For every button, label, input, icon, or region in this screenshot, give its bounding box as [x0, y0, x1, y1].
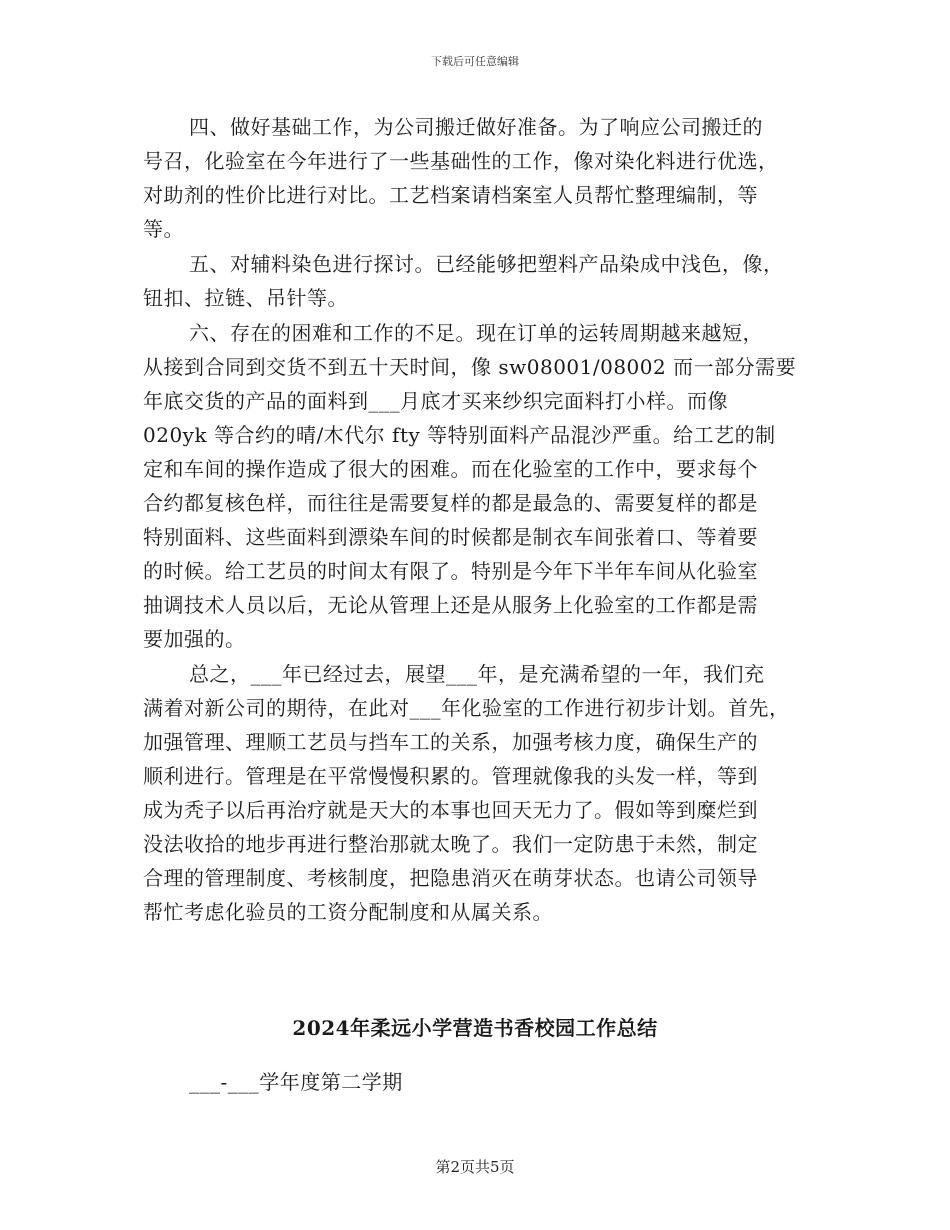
section-title: 2024年柔远小学营造书香校园工作总结 [292, 1016, 658, 1040]
text-line: 五、对辅料染色进行探讨。已经能够把塑料产品染成中浅色，像， [189, 252, 784, 276]
text-line: 定和车间的操作造成了很大的困难。而在化验室的工作中，要求每个 [143, 457, 758, 481]
text-line: 020yk 等合约的晴/木代尔 fty 等特别面料产品混沙严重。给工艺的制 [143, 423, 776, 447]
text-line: 总之，___年已经过去，展望___年，是充满希望的一年，我们充 [189, 662, 765, 686]
text-line: 钮扣、拉链、吊针等。 [143, 286, 348, 310]
page-header: 下载后可任意编辑 [431, 55, 519, 68]
text-line: 号召，化验室在今年进行了一些基础性的工作，像对染化料进行优选， [143, 149, 779, 173]
text-line: 抽调技术人员以后，无论从管理上还是从服务上化验室的工作都是需 [143, 593, 758, 617]
text-line: 加强管理、理顺工艺员与挡车工的关系，加强考核力度，确保生产的 [143, 730, 758, 754]
paragraph-summary [143, 657, 823, 929]
paragraph-4 [143, 110, 823, 246]
text-line: 六、存在的困难和工作的不足。现在订单的运转周期越来越短， [189, 321, 763, 345]
text-line: 合约都复核色样，而往往是需要复样的都是最急的、需要复样的都是 [143, 491, 758, 515]
text-line: 的时候。给工艺员的时间太有限了。特别是今年下半年车间从化验室 [143, 559, 758, 583]
text-line: 没法收拾的地步再进行整治那就太晚了。我们一定防患于未然，制定 [143, 832, 758, 856]
text-line: 四、做好基础工作，为公司搬迁做好准备。为了响应公司搬迁的 [189, 115, 763, 139]
text-line: 特别面料、这些面料到漂染车间的时候都是制衣车间张着口、等着要 [143, 525, 758, 549]
text-line: 满着对新公司的期待，在此对___年化验室的工作进行初步计划。首先， [143, 696, 790, 720]
text-line: 从接到合同到交货不到五十天时间，像 sw08001/08002 而一部分需要 [143, 355, 797, 379]
page-footer: 第2页共5页 [435, 1158, 515, 1176]
text-line: 年底交货的产品的面料到___月底才买来纱织完面料打小样。而像 [143, 389, 728, 413]
text-line: 合理的管理制度、考核制度，把隐患消灭在萌芽状态。也请公司领导 [143, 866, 758, 890]
section-subtitle: ___-___学年度第二学期 [189, 1070, 403, 1094]
text-line: 等。 [143, 217, 184, 241]
text-line: 对助剂的性价比进行对比。工艺档案请档案室人员帮忙整理编制，等 [143, 183, 758, 207]
document-body [143, 110, 823, 930]
text-line: 要加强的。 [143, 627, 246, 651]
text-line: 帮忙考虑化验员的工资分配制度和从属关系。 [143, 900, 553, 924]
paragraph-5 [143, 247, 823, 315]
paragraph-6 [143, 316, 823, 656]
text-line: 顺利进行。管理是在平常慢慢积累的。管理就像我的头发一样，等到 [143, 764, 758, 788]
text-line: 成为秃子以后再治疗就是天大的本事也回天无力了。假如等到糜烂到 [143, 798, 758, 822]
